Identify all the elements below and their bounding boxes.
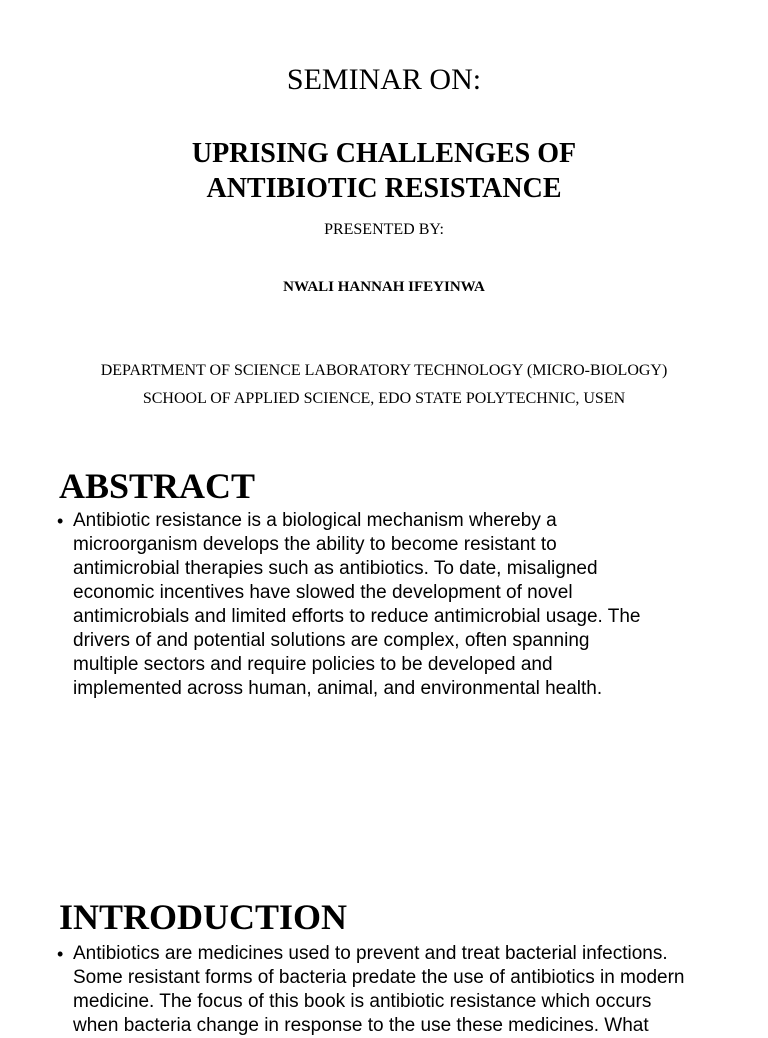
title-line-1: UPRISING CHALLENGES OF <box>191 138 577 169</box>
presented-by-label: PRESENTED BY: <box>324 221 444 238</box>
text-line: Antibiotics are medicines used to prevent and treat bacterial infections. <box>73 943 668 964</box>
abstract-heading: ABSTRACT <box>59 466 256 506</box>
text-line: Some resistant forms of bacteria predate the use of antibiotics in modern <box>73 967 685 988</box>
presenter-name: NWALI HANNAH IFEYINWA <box>283 279 485 295</box>
text-line: multiple sectors and require policies to be developed and <box>73 654 553 675</box>
text-line: antimicrobial therapies such as antibiotics. To date, misaligned <box>73 558 598 579</box>
seminar-label: SEMINAR ON: <box>286 63 482 96</box>
text-line: medicine. The focus of this book is antibiotic resistance which occurs <box>73 991 652 1012</box>
title-line-2: ANTIBIOTIC RESISTANCE <box>206 173 562 204</box>
text-line: implemented across human, animal, and environmental health. <box>73 678 603 699</box>
department-name: DEPARTMENT OF SCIENCE LABORATORY TECHNOLOGY (MICRO-BIOLOGY) <box>100 362 668 379</box>
title-slide <box>0 0 768 440</box>
introduction-heading: INTRODUCTION <box>59 897 348 937</box>
text-line: economic incentives have slowed the development of novel <box>73 582 573 603</box>
abstract-text <box>73 509 713 701</box>
text-line: microorganism develops the ability to become resistant to <box>73 534 557 555</box>
text-line: Antibiotic resistance is a biological mechanism whereby a <box>73 510 557 531</box>
text-line: antimicrobials and limited efforts to reduce antimicrobial usage. The <box>73 606 641 627</box>
presentation-title <box>0 136 768 206</box>
bullet-icon: • <box>57 511 64 531</box>
text-line: when bacteria change in response to the use these medicines. What <box>73 1015 649 1036</box>
text-line: drivers of and potential solutions are complex, often spanning <box>73 630 590 651</box>
abstract-slide <box>0 440 768 870</box>
introduction-slide <box>0 870 768 1036</box>
bullet-icon: • <box>57 944 64 964</box>
school-name: SCHOOL OF APPLIED SCIENCE, EDO STATE POLYTECHNIC, USEN <box>142 390 626 407</box>
